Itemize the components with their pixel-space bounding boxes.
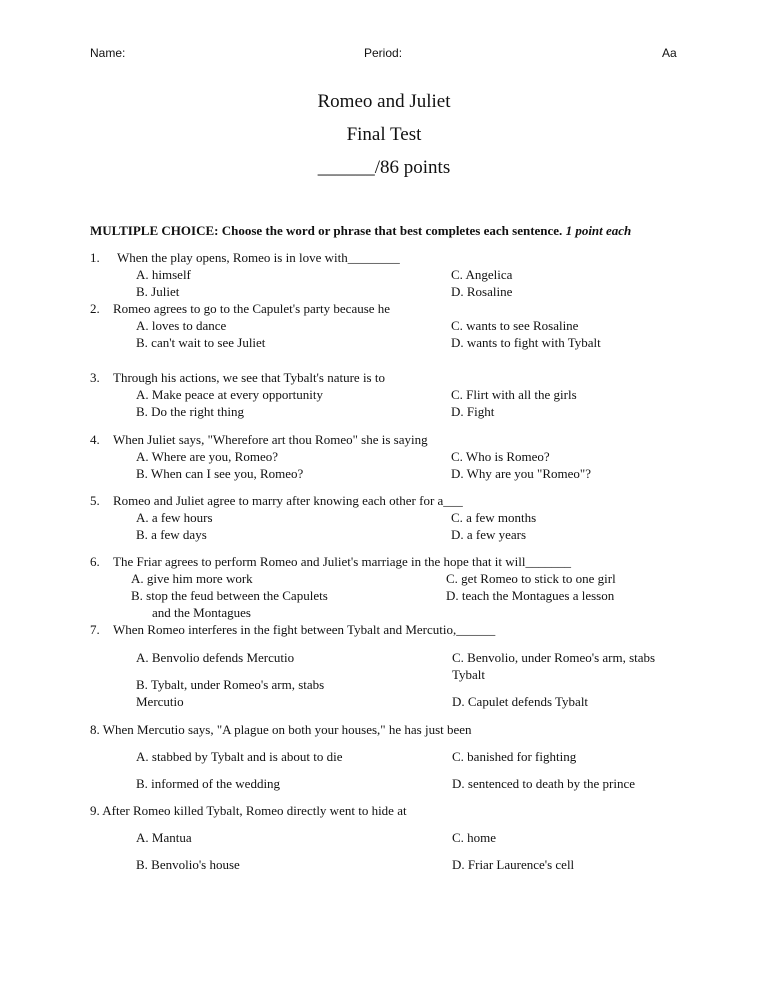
question-7-option-b: B. Tybalt, under Romeo's arm, stabs (136, 677, 325, 692)
question-5-option-c: C. a few months (451, 510, 537, 525)
question-8-option-c: C. banished for fighting (452, 749, 577, 764)
question-3-option-c: C. Flirt with all the girls (451, 387, 577, 402)
question-8-option-a: A. stabbed by Tybalt and is about to die (136, 749, 343, 764)
title-line-1: Romeo and Juliet (317, 91, 451, 112)
question-9-option-a: A. Mantua (136, 830, 192, 845)
question-7-option-b-continued: Mercutio (136, 694, 184, 709)
title-points: ______/86 points (317, 157, 451, 178)
period-label: Period: (364, 46, 403, 60)
question-2-number: 2. (90, 301, 100, 316)
question-1-text: When the play opens, Romeo is in love with________ (117, 250, 400, 265)
question-7-option-c-continued: Tybalt (452, 667, 486, 682)
question-2-option-d: D. wants to fight with Tybalt (451, 335, 601, 350)
question-6-text: The Friar agrees to perform Romeo and Juliet's marriage in the hope that it will_______ (113, 554, 571, 569)
question-1-option-c: C. Angelica (451, 267, 513, 282)
question-7-number: 7. (90, 622, 100, 637)
question-3-option-a: A. Make peace at every opportunity (136, 387, 323, 402)
question-4-number: 4. (90, 432, 100, 447)
question-3-option-b: B. Do the right thing (136, 404, 244, 419)
question-7-option-a: A. Benvolio defends Mercutio (136, 650, 295, 665)
instructions (90, 223, 631, 239)
question-8-option-b: B. informed of the wedding (136, 776, 281, 791)
question-8-number: 8. (90, 722, 100, 737)
question-9-option-d: D. Friar Laurence's cell (452, 857, 575, 872)
question-7-option-c: C. Benvolio, under Romeo's arm, stabs (452, 650, 656, 665)
question-6-number: 6. (90, 554, 100, 569)
question-3-number: 3. (90, 370, 100, 385)
question-8-option-d: D. sentenced to death by the prince (452, 776, 636, 791)
question-4-option-a: A. Where are you, Romeo? (136, 449, 278, 464)
question-9-text: After Romeo killed Tybalt, Romeo directly went to hide at (102, 803, 407, 818)
question-6-option-a: A. give him more work (131, 571, 253, 586)
question-2-option-b: B. can't wait to see Juliet (136, 335, 266, 350)
question-2-text: Romeo agrees to go to the Capulet's party because he (113, 301, 391, 316)
question-6-option-d: D. teach the Montagues a lesson (446, 588, 615, 603)
question-6-option-c: C. get Romeo to stick to one girl (446, 571, 616, 586)
question-4-option-b: B. When can I see you, Romeo? (136, 466, 304, 481)
question-2-option-a: A. loves to dance (136, 318, 227, 333)
question-1-option-d: D. Rosaline (451, 284, 513, 299)
question-9-option-c: C. home (452, 830, 497, 845)
name-label: Name: (90, 46, 126, 60)
question-9-option-b: B. Benvolio's house (136, 857, 240, 872)
question-1-option-b: B. Juliet (136, 284, 180, 299)
question-7-text: When Romeo interferes in the fight between Tybalt and Mercutio,______ (113, 622, 496, 637)
question-8-text: When Mercutio says, "A plague on both your houses," he has just been (102, 722, 472, 737)
question-6-option-b: B. stop the feud between the Capulets (131, 588, 328, 603)
header-corner-text: Aa (662, 46, 677, 60)
instructions-heading: MULTIPLE CHOICE: Choose the word or phrase that best completes each sentence. (90, 223, 563, 238)
question-1-number: 1. (90, 250, 100, 265)
question-5-option-d: D. a few years (451, 527, 527, 542)
question-5-number: 5. (90, 493, 100, 508)
question-1-option-a: A. himself (136, 267, 191, 282)
question-4-text: When Juliet says, "Wherefore art thou Romeo" she is saying (113, 432, 428, 447)
question-3-option-d: D. Fight (451, 404, 495, 419)
title-line-2: Final Test (346, 124, 422, 145)
question-9-number: 9. (90, 803, 100, 818)
instructions-points: 1 point each (565, 223, 632, 238)
question-4-option-c: C. Who is Romeo? (451, 449, 550, 464)
question-5-option-a: A. a few hours (136, 510, 213, 525)
question-7-option-d: D. Capulet defends Tybalt (452, 694, 589, 709)
question-2-option-c: C. wants to see Rosaline (451, 318, 579, 333)
question-8 (90, 722, 472, 738)
question-6-option-b-continued: and the Montagues (152, 605, 251, 620)
question-3-text: Through his actions, we see that Tybalt's nature is to (113, 370, 385, 385)
question-9 (90, 803, 407, 819)
question-5-text: Romeo and Juliet agree to marry after knowing each other for a___ (113, 493, 463, 508)
question-5-option-b: B. a few days (136, 527, 207, 542)
question-4-option-d: D. Why are you "Romeo"? (451, 466, 591, 481)
